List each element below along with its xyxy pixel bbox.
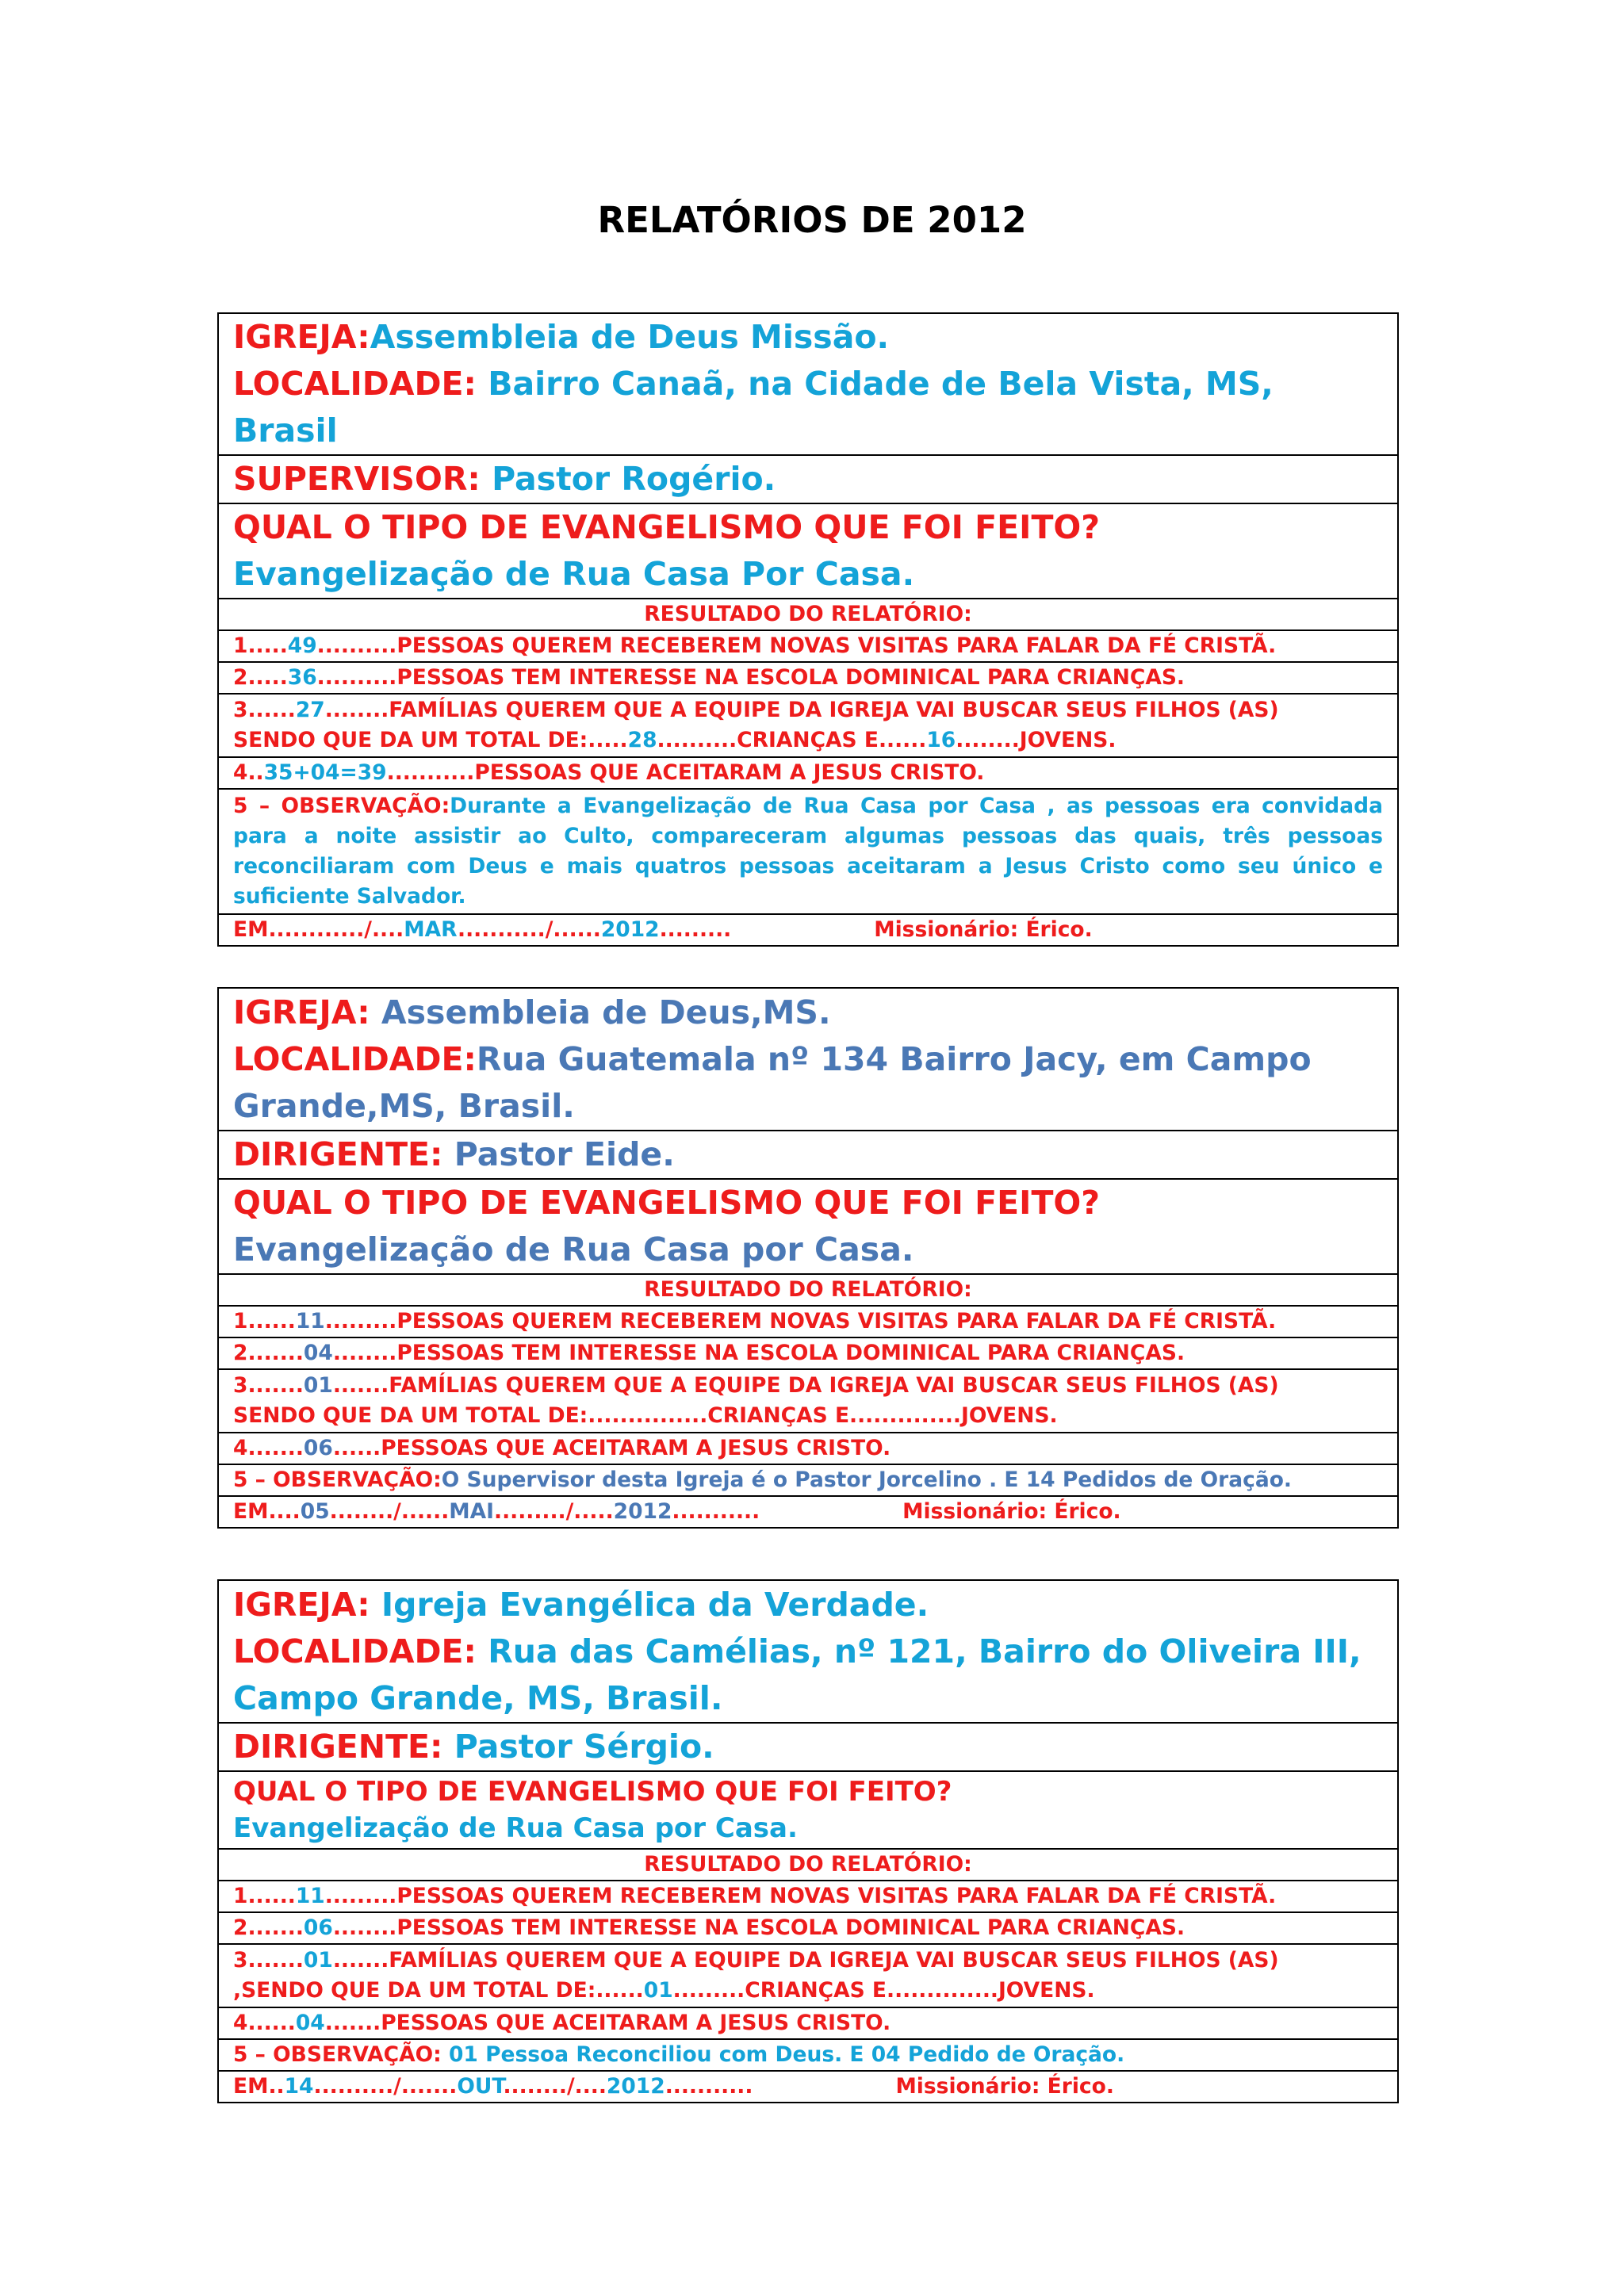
report-card: [217, 1579, 1399, 2103]
evangelism-answer: Evangelização de Rua Casa Por Casa.: [233, 555, 915, 593]
result-value: 04: [303, 1341, 333, 1365]
result-prefix: 3......: [233, 698, 296, 722]
evangelism-question: QUAL O TIPO DE EVANGELISMO QUE FOI FEITO?: [233, 508, 1101, 546]
director-row: [218, 1723, 1398, 1771]
result-text: SENDO QUE DA UM TOTAL DE:.....: [233, 728, 628, 752]
result-prefix: 1......: [233, 1309, 296, 1334]
observation-label: 5 – OBSERVAÇÃO:: [233, 794, 450, 818]
result-value: 01: [303, 1373, 333, 1398]
date-text: ...........: [665, 2074, 753, 2099]
result-row-2: [218, 1337, 1398, 1369]
director-value: Pastor Sérgio.: [442, 1728, 714, 1766]
date-text: .........../......: [458, 917, 601, 942]
church-row: [218, 313, 1398, 455]
date-text: ......../......: [329, 1499, 450, 1524]
result-row-3: [218, 1944, 1398, 2007]
result-text: ..........CRIANÇAS E......: [657, 728, 927, 752]
result-header: RESULTADO DO RELATÓRIO:: [218, 1849, 1398, 1881]
result-row-1: [218, 1306, 1398, 1337]
location-value: Bairro Canaã, na Cidade de Bela Vista, MS, Brasil: [233, 365, 1274, 450]
result-prefix: 3.......: [233, 1373, 304, 1398]
observation-text: Durante a Evangelização de Rua Casa por Casa , as pessoas era convidada para a noite assistir ao Culto, compareceram algumas pessoas das quais, três pessoas reconciliaram com Deus e mais quatros pessoas aceitaram a Jesus Cristo como seu único e suficiente Salvador.: [233, 794, 1383, 909]
result-value: 49: [287, 633, 317, 658]
location-value: Rua das Camélias, nº 121, Bairro do Oliveira III, Campo Grande, MS, Brasil.: [233, 1632, 1362, 1717]
date-month: MAI: [449, 1499, 495, 1524]
missionary-signature: Missionário: Érico.: [895, 2074, 1114, 2099]
result-text: .........PESSOAS QUEREM RECEBEREM NOVAS VISITAS PARA FALAR DA FÉ CRISTÃ.: [324, 1309, 1277, 1334]
youth-count: 16: [926, 728, 956, 752]
result-row-1: [218, 630, 1398, 662]
location-value: Rua Guatemala nº 134 Bairro Jacy, em Campo Grande,MS, Brasil.: [233, 1039, 1312, 1125]
result-prefix: 1.....: [233, 633, 288, 658]
location-label: LOCALIDADE:: [233, 1632, 477, 1670]
result-prefix: 2.....: [233, 665, 288, 690]
date-text: ......../....: [503, 2074, 607, 2099]
evangelism-question: QUAL O TIPO DE EVANGELISMO QUE FOI FEITO?: [233, 1184, 1101, 1222]
result-row-1: [218, 1881, 1398, 1912]
director-label: DIRIGENTE:: [233, 1728, 443, 1766]
observation-text: 01 Pessoa Reconciliou com Deus. E 04 Pedido de Oração.: [441, 2042, 1125, 2067]
church-label: IGREJA:: [233, 1585, 370, 1624]
result-row-4: [218, 757, 1398, 789]
director-row: [218, 1131, 1398, 1179]
result-row-3: [218, 1369, 1398, 1433]
result-row-4: [218, 2007, 1398, 2039]
result-row-2: [218, 1912, 1398, 1944]
date-text: EM....: [233, 1499, 301, 1524]
date-year: 2012: [606, 2074, 665, 2099]
result-text: .......PESSOAS QUE ACEITARAM A JESUS CRISTO.: [324, 2011, 891, 2035]
result-header: RESULTADO DO RELATÓRIO:: [218, 599, 1398, 630]
date-text: EM............/....: [233, 917, 404, 942]
evangelism-type-row: [218, 1771, 1398, 1849]
date-month: MAR: [404, 917, 458, 942]
result-text: ...........PESSOAS QUE ACEITARAM A JESUS CRISTO.: [386, 760, 985, 785]
result-value: 11: [295, 1309, 325, 1334]
children-count: 01: [643, 1978, 673, 2003]
result-text: .........PESSOAS QUEREM RECEBEREM NOVAS VISITAS PARA FALAR DA FÉ CRISTÃ.: [324, 1884, 1277, 1908]
evangelism-answer: Evangelização de Rua Casa por Casa.: [233, 1812, 798, 1844]
result-text: .........CRIANÇAS E..............JOVENS.: [672, 1978, 1095, 2003]
date-row: [218, 2071, 1398, 2103]
result-prefix: 2.......: [233, 1915, 304, 1940]
observation-label: 5 – OBSERVAÇÃO:: [233, 1468, 442, 1492]
result-text: ..........PESSOAS TEM INTERESSE NA ESCOLA DOMINICAL PARA CRIANÇAS.: [316, 665, 1185, 690]
date-text: ........../.......: [313, 2074, 458, 2099]
result-row-4: [218, 1433, 1398, 1464]
result-prefix: 4..: [233, 760, 264, 785]
date-row: [218, 1496, 1398, 1528]
date-month: OUT: [457, 2074, 504, 2099]
result-prefix: 4......: [233, 2011, 296, 2035]
result-value: 35+04=39: [263, 760, 387, 785]
evangelism-type-row: [218, 503, 1398, 599]
date-year: 2012: [613, 1499, 672, 1524]
result-prefix: 2.......: [233, 1341, 304, 1365]
date-text: ........./.....: [494, 1499, 614, 1524]
result-text: ..........PESSOAS QUEREM RECEBEREM NOVAS VISITAS PARA FALAR DA FÉ CRISTÃ.: [316, 633, 1277, 658]
director-label: DIRIGENTE:: [233, 1135, 443, 1173]
evangelism-type-row: [218, 1179, 1398, 1274]
missionary-signature: Missionário: Érico.: [902, 1499, 1121, 1524]
church-value: Igreja Evangélica da Verdade.: [370, 1585, 929, 1624]
result-text: .......FAMÍLIAS QUEREM QUE A EQUIPE DA IGREJA VAI BUSCAR SEUS FILHOS (AS): [332, 1373, 1279, 1398]
result-header-row: [218, 599, 1398, 630]
result-header-row: [218, 1274, 1398, 1306]
observation-row: [218, 1464, 1398, 1496]
result-text: ......PESSOAS QUE ACEITARAM A JESUS CRISTO.: [332, 1436, 891, 1460]
report-card: [217, 987, 1399, 1529]
date-day: 05: [300, 1499, 330, 1524]
result-text: ........JOVENS.: [956, 728, 1116, 752]
page-title: RELATÓRIOS DE 2012: [597, 199, 1027, 241]
church-row: [218, 1580, 1398, 1723]
location-label: LOCALIDADE:: [233, 1039, 477, 1078]
result-value: 36: [287, 665, 317, 690]
supervisor-label: SUPERVISOR:: [233, 460, 481, 498]
date-text: ...........: [672, 1499, 760, 1524]
date-text: EM..: [233, 2074, 285, 2099]
result-value: 27: [295, 698, 325, 722]
church-value: Assembleia de Deus Missão.: [370, 318, 890, 356]
supervisor-row: [218, 455, 1398, 503]
result-text: ........PESSOAS TEM INTERESSE NA ESCOLA DOMINICAL PARA CRIANÇAS.: [332, 1915, 1185, 1940]
missionary-signature: Missionário: Érico.: [874, 917, 1093, 942]
result-text: .......FAMÍLIAS QUEREM QUE A EQUIPE DA IGREJA VAI BUSCAR SEUS FILHOS (AS): [332, 1948, 1279, 1973]
date-text: .........: [659, 917, 732, 942]
evangelism-question: QUAL O TIPO DE EVANGELISMO QUE FOI FEITO?: [233, 1776, 952, 1808]
date-row: [218, 914, 1398, 946]
result-text: ........PESSOAS TEM INTERESSE NA ESCOLA DOMINICAL PARA CRIANÇAS.: [332, 1341, 1185, 1365]
result-prefix: 1......: [233, 1884, 296, 1908]
church-label: IGREJA:: [233, 993, 370, 1031]
evangelism-answer: Evangelização de Rua Casa por Casa.: [233, 1230, 914, 1269]
result-value: 06: [303, 1436, 333, 1460]
observation-label: 5 – OBSERVAÇÃO:: [233, 2042, 442, 2067]
date-year: 2012: [600, 917, 660, 942]
location-label: LOCALIDADE:: [233, 365, 477, 403]
result-prefix: 3.......: [233, 1948, 304, 1973]
result-row-2: [218, 662, 1398, 694]
result-value: 04: [295, 2011, 325, 2035]
result-header: RESULTADO DO RELATÓRIO:: [218, 1274, 1398, 1306]
observation-row: [218, 2039, 1398, 2071]
result-header-row: [218, 1849, 1398, 1881]
director-value: Pastor Eide.: [442, 1135, 675, 1173]
church-label: IGREJA:: [233, 318, 370, 356]
date-day: 14: [284, 2074, 314, 2099]
result-text: SENDO QUE DA UM TOTAL DE:...............CRIANÇAS E..............JOVENS.: [233, 1403, 1058, 1428]
result-value: 01: [303, 1948, 333, 1973]
result-text: ........FAMÍLIAS QUEREM QUE A EQUIPE DA IGREJA VAI BUSCAR SEUS FILHOS (AS): [324, 698, 1279, 722]
church-value: Assembleia de Deus,MS.: [370, 993, 831, 1031]
result-text: ,SENDO QUE DA UM TOTAL DE:......: [233, 1978, 644, 2003]
supervisor-value: Pastor Rogério.: [480, 460, 776, 498]
observation-row: [218, 789, 1398, 914]
observation-text: O Supervisor desta Igreja é o Pastor Jorcelino . E 14 Pedidos de Oração.: [441, 1468, 1292, 1492]
result-prefix: 4.......: [233, 1436, 304, 1460]
result-row-3: [218, 694, 1398, 757]
report-card: [217, 312, 1399, 947]
result-value: 06: [303, 1915, 333, 1940]
children-count: 28: [627, 728, 657, 752]
result-value: 11: [295, 1884, 325, 1908]
church-row: [218, 988, 1398, 1131]
